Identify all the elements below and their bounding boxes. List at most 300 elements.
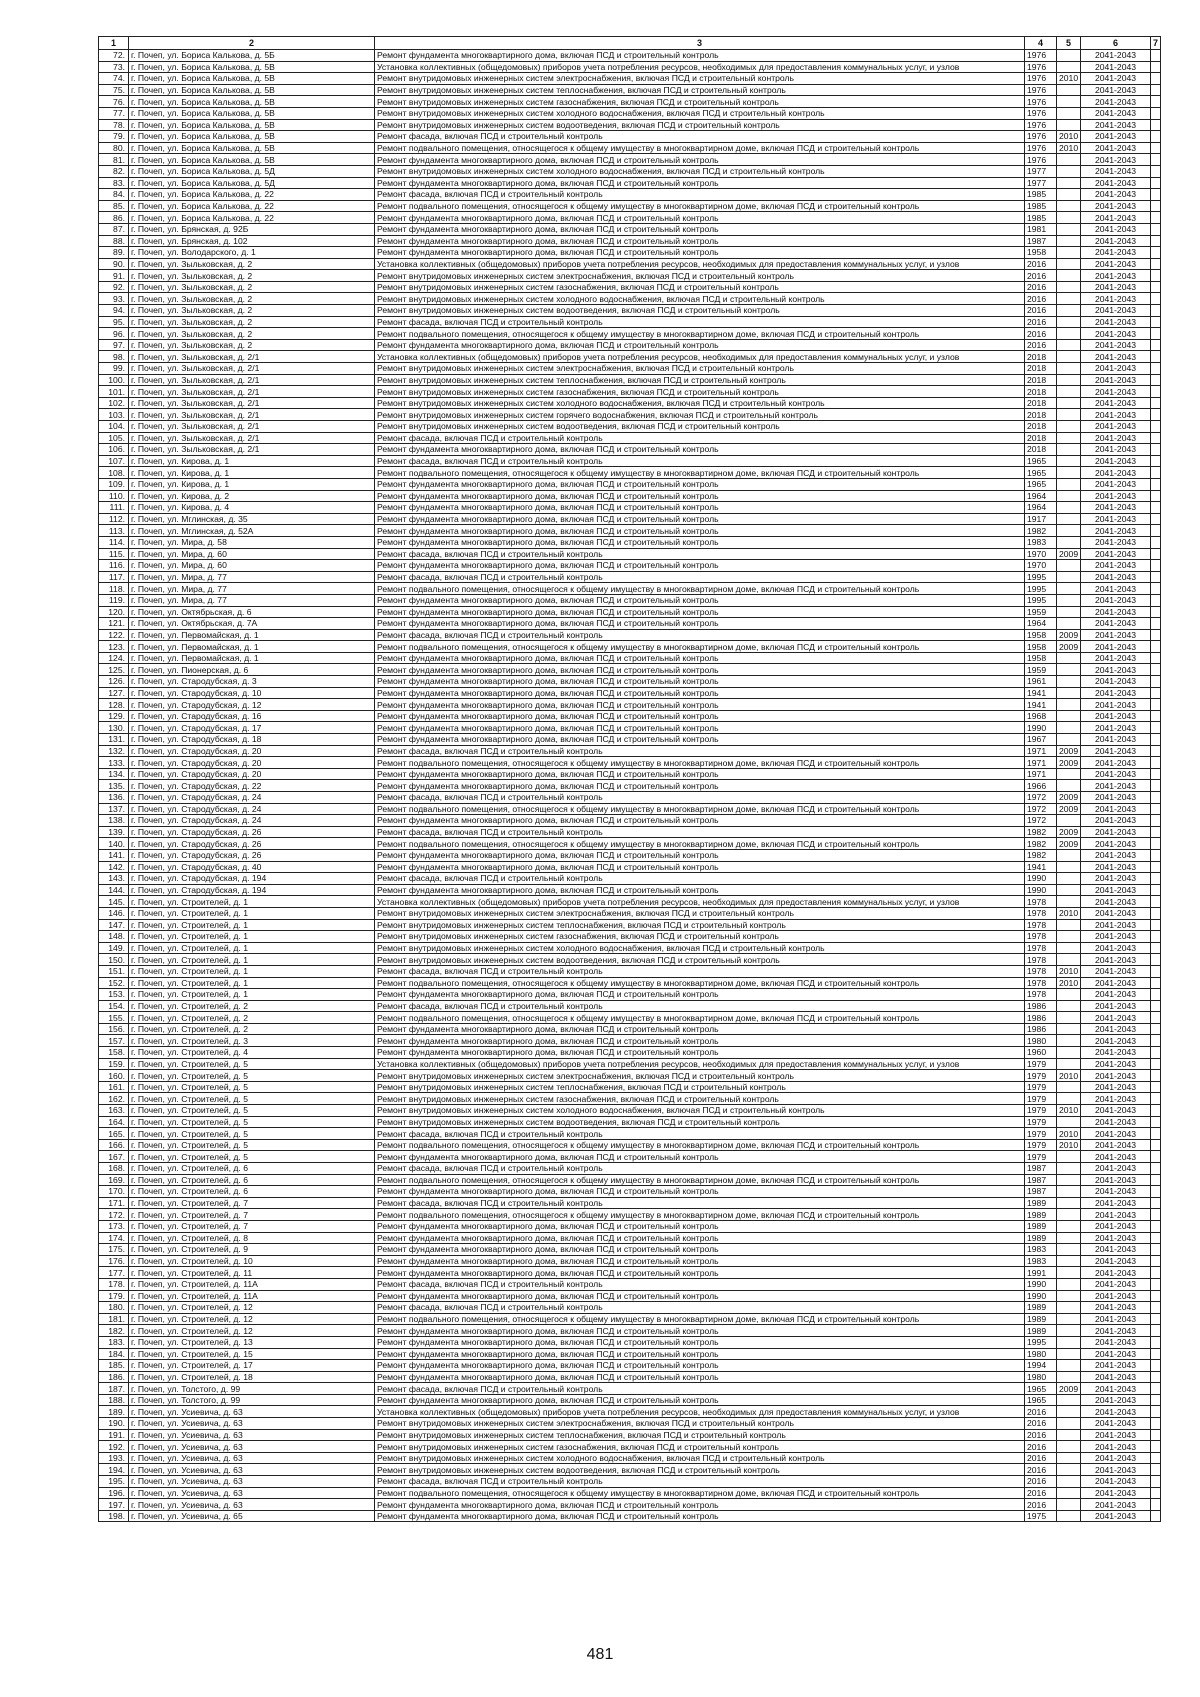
address-cell: г. Почеп, ул. Строителей, д. 18 — [129, 1371, 375, 1383]
address-cell: г. Почеп, ул. Стародубская, д. 3 — [129, 676, 375, 688]
last-repair-year-cell — [1057, 502, 1081, 514]
row-number-cell: 190. — [99, 1418, 129, 1430]
row-number-cell: 81. — [99, 154, 129, 166]
row-number-cell: 154. — [99, 1000, 129, 1012]
build-year-cell: 1975 — [1025, 1510, 1057, 1522]
work-type-cell: Ремонт внутридомовых инженерных систем водоотведения, включая ПСД и строительный контроль — [375, 954, 1025, 966]
table-row — [99, 1313, 1161, 1325]
address-cell: г. Почеп, ул. Первомайская, д. 1 — [129, 629, 375, 641]
address-cell: г. Почеп, ул. Мглинская, д. 35 — [129, 513, 375, 525]
address-cell: г. Почеп, ул. Стародубская, д. 17 — [129, 722, 375, 734]
last-repair-year-cell — [1057, 1464, 1081, 1476]
build-year-cell: 1980 — [1025, 1035, 1057, 1047]
build-year-cell: 1978 — [1025, 989, 1057, 1001]
address-cell: г. Почеп, ул. Строителей, д. 2 — [129, 1023, 375, 1035]
work-type-cell: Ремонт фасада, включая ПСД и строительный контроль — [375, 1128, 1025, 1140]
table-row — [99, 606, 1161, 618]
note-cell — [1151, 676, 1161, 688]
build-year-cell: 1970 — [1025, 548, 1057, 560]
work-type-cell: Ремонт внутридомовых инженерных систем газоснабжения, включая ПСД и строительный контроль — [375, 931, 1025, 943]
table-row — [99, 641, 1161, 653]
work-type-cell: Ремонт фасада, включая ПСД и строительный контроль — [375, 745, 1025, 757]
planned-period-cell: 2041-2043 — [1081, 107, 1151, 119]
address-cell: г. Почеп, ул. Первомайская, д. 1 — [129, 641, 375, 653]
table-row — [99, 1000, 1161, 1012]
last-repair-year-cell: 2009 — [1057, 641, 1081, 653]
address-cell: г. Почеп, ул. Бориса Калькова, д. 22 — [129, 189, 375, 201]
table-row — [99, 989, 1161, 1001]
address-cell: г. Почеп, ул. Стародубская, д. 26 — [129, 826, 375, 838]
note-cell — [1151, 884, 1161, 896]
work-type-cell: Ремонт фундамента многоквартирного дома, включая ПСД и строительный контроль — [375, 235, 1025, 247]
table-row — [99, 838, 1161, 850]
planned-period-cell: 2041-2043 — [1081, 73, 1151, 85]
work-type-cell: Ремонт фундамента многоквартирного дома, включая ПСД и строительный контроль — [375, 710, 1025, 722]
row-number-cell: 122. — [99, 629, 129, 641]
row-number-cell: 140. — [99, 838, 129, 850]
table-row — [99, 1406, 1161, 1418]
row-number-cell: 137. — [99, 803, 129, 815]
table-row — [99, 397, 1161, 409]
last-repair-year-cell — [1057, 1163, 1081, 1175]
planned-period-cell: 2041-2043 — [1081, 965, 1151, 977]
row-number-cell: 98. — [99, 351, 129, 363]
planned-period-cell: 2041-2043 — [1081, 1000, 1151, 1012]
row-number-cell: 192. — [99, 1441, 129, 1453]
table-row — [99, 1209, 1161, 1221]
note-cell — [1151, 629, 1161, 641]
last-repair-year-cell — [1057, 1278, 1081, 1290]
row-number-cell: 189. — [99, 1406, 129, 1418]
build-year-cell: 1982 — [1025, 849, 1057, 861]
row-number-cell: 92. — [99, 281, 129, 293]
row-number-cell: 124. — [99, 652, 129, 664]
note-cell — [1151, 165, 1161, 177]
last-repair-year-cell — [1057, 61, 1081, 73]
build-year-cell: 2016 — [1025, 305, 1057, 317]
last-repair-year-cell — [1057, 1290, 1081, 1302]
note-cell — [1151, 455, 1161, 467]
table-row — [99, 1510, 1161, 1522]
build-year-cell: 1976 — [1025, 73, 1057, 85]
row-number-cell: 141. — [99, 849, 129, 861]
note-cell — [1151, 931, 1161, 943]
planned-period-cell: 2041-2043 — [1081, 629, 1151, 641]
address-cell: г. Почеп, ул. Зыльковская, д. 2 — [129, 270, 375, 282]
build-year-cell: 1987 — [1025, 235, 1057, 247]
work-type-cell: Ремонт внутридомовых инженерных систем теплоснабжения, включая ПСД и строительный контроль — [375, 84, 1025, 96]
planned-period-cell: 2041-2043 — [1081, 1406, 1151, 1418]
address-cell: г. Почеп, ул. Володарского, д. 1 — [129, 247, 375, 259]
build-year-cell: 1976 — [1025, 50, 1057, 62]
note-cell — [1151, 1452, 1161, 1464]
planned-period-cell: 2041-2043 — [1081, 154, 1151, 166]
row-number-cell: 179. — [99, 1290, 129, 1302]
note-cell — [1151, 792, 1161, 804]
work-type-cell: Ремонт внутридомовых инженерных систем теплоснабжения, включая ПСД и строительный контроль — [375, 919, 1025, 931]
note-cell — [1151, 1197, 1161, 1209]
work-type-cell: Ремонт фундамента многоквартирного дома, включая ПСД и строительный контроль — [375, 699, 1025, 711]
row-number-cell: 130. — [99, 722, 129, 734]
last-repair-year-cell — [1057, 734, 1081, 746]
table-row — [99, 1429, 1161, 1441]
table-row — [99, 1093, 1161, 1105]
row-number-cell: 126. — [99, 676, 129, 688]
last-repair-year-cell — [1057, 884, 1081, 896]
note-cell — [1151, 502, 1161, 514]
address-cell: г. Почеп, ул. Кирова, д. 1 — [129, 467, 375, 479]
table-row — [99, 1336, 1161, 1348]
address-cell: г. Почеп, ул. Первомайская, д. 1 — [129, 652, 375, 664]
table-row — [99, 281, 1161, 293]
row-number-cell: 85. — [99, 200, 129, 212]
build-year-cell: 1978 — [1025, 965, 1057, 977]
build-year-cell: 1976 — [1025, 119, 1057, 131]
table-row — [99, 1371, 1161, 1383]
planned-period-cell: 2041-2043 — [1081, 165, 1151, 177]
last-repair-year-cell — [1057, 270, 1081, 282]
address-cell: г. Почеп, ул. Зыльковская, д. 2/1 — [129, 351, 375, 363]
planned-period-cell: 2041-2043 — [1081, 710, 1151, 722]
address-cell: г. Почеп, ул. Строителей, д. 5 — [129, 1093, 375, 1105]
work-type-cell: Ремонт фундамента многоквартирного дома, включая ПСД и строительный контроль — [375, 247, 1025, 259]
address-cell: г. Почеп, ул. Кирова, д. 1 — [129, 455, 375, 467]
build-year-cell: 2016 — [1025, 1406, 1057, 1418]
row-number-cell: 86. — [99, 212, 129, 224]
address-cell: г. Почеп, ул. Бориса Калькова, д. 22 — [129, 212, 375, 224]
planned-period-cell: 2041-2043 — [1081, 548, 1151, 560]
build-year-cell: 1994 — [1025, 1360, 1057, 1372]
work-type-cell: Ремонт внутридомовых инженерных систем газоснабжения, включая ПСД и строительный контроль — [375, 386, 1025, 398]
planned-period-cell: 2041-2043 — [1081, 977, 1151, 989]
note-cell — [1151, 664, 1161, 676]
table-row — [99, 1012, 1161, 1024]
work-type-cell: Ремонт фундамента многоквартирного дома, включая ПСД и строительный контроль — [375, 1232, 1025, 1244]
planned-period-cell: 2041-2043 — [1081, 1174, 1151, 1186]
note-cell — [1151, 84, 1161, 96]
work-type-cell: Ремонт фасада, включая ПСД и строительный контроль — [375, 965, 1025, 977]
last-repair-year-cell: 2010 — [1057, 142, 1081, 154]
table-row — [99, 84, 1161, 96]
build-year-cell: 1959 — [1025, 664, 1057, 676]
build-year-cell: 1979 — [1025, 1151, 1057, 1163]
planned-period-cell: 2041-2043 — [1081, 1209, 1151, 1221]
address-cell: г. Почеп, ул. Строителей, д. 5 — [129, 1081, 375, 1093]
planned-period-cell: 2041-2043 — [1081, 223, 1151, 235]
table-row — [99, 223, 1161, 235]
last-repair-year-cell: 2009 — [1057, 1383, 1081, 1395]
note-cell — [1151, 305, 1161, 317]
table-row — [99, 1348, 1161, 1360]
note-cell — [1151, 1429, 1161, 1441]
last-repair-year-cell — [1057, 525, 1081, 537]
last-repair-year-cell: 2010 — [1057, 1128, 1081, 1140]
row-number-cell: 96. — [99, 328, 129, 340]
last-repair-year-cell — [1057, 618, 1081, 630]
table-row — [99, 1139, 1161, 1151]
table-row — [99, 1128, 1161, 1140]
work-type-cell: Ремонт фундамента многоквартирного дома, включая ПСД и строительный контроль — [375, 687, 1025, 699]
address-cell: г. Почеп, ул. Строителей, д. 6 — [129, 1163, 375, 1175]
row-number-cell: 84. — [99, 189, 129, 201]
row-number-cell: 191. — [99, 1429, 129, 1441]
table-row — [99, 792, 1161, 804]
address-cell: г. Почеп, ул. Строителей, д. 1 — [129, 942, 375, 954]
build-year-cell: 1983 — [1025, 1244, 1057, 1256]
planned-period-cell: 2041-2043 — [1081, 119, 1151, 131]
table-row — [99, 374, 1161, 386]
work-type-cell: Ремонт внутридомовых инженерных систем холодного водоснабжения, включая ПСД и строительный контроль — [375, 1452, 1025, 1464]
last-repair-year-cell — [1057, 1197, 1081, 1209]
planned-period-cell: 2041-2043 — [1081, 293, 1151, 305]
note-cell — [1151, 421, 1161, 433]
work-type-cell: Ремонт внутридомовых инженерных систем холодного водоснабжения, включая ПСД и строительный контроль — [375, 1105, 1025, 1117]
note-cell — [1151, 525, 1161, 537]
address-cell: г. Почеп, ул. Строителей, д. 2 — [129, 1000, 375, 1012]
build-year-cell: 1979 — [1025, 1093, 1057, 1105]
column-header: 5 — [1057, 37, 1081, 50]
note-cell — [1151, 247, 1161, 259]
row-number-cell: 177. — [99, 1267, 129, 1279]
row-number-cell: 185. — [99, 1360, 129, 1372]
row-number-cell: 194. — [99, 1464, 129, 1476]
last-repair-year-cell: 2009 — [1057, 826, 1081, 838]
planned-period-cell: 2041-2043 — [1081, 652, 1151, 664]
build-year-cell: 1976 — [1025, 61, 1057, 73]
address-cell: г. Почеп, ул. Мира, д. 60 — [129, 560, 375, 572]
work-type-cell: Ремонт фундамента многоквартирного дома, включая ПСД и строительный контроль — [375, 339, 1025, 351]
note-cell — [1151, 1209, 1161, 1221]
row-number-cell: 105. — [99, 432, 129, 444]
row-number-cell: 163. — [99, 1105, 129, 1117]
table-row — [99, 1047, 1161, 1059]
note-cell — [1151, 1360, 1161, 1372]
table-row — [99, 478, 1161, 490]
note-cell — [1151, 61, 1161, 73]
address-cell: г. Почеп, ул. Строителей, д. 5 — [129, 1058, 375, 1070]
row-number-cell: 152. — [99, 977, 129, 989]
planned-period-cell: 2041-2043 — [1081, 942, 1151, 954]
build-year-cell: 1983 — [1025, 536, 1057, 548]
build-year-cell: 1989 — [1025, 1232, 1057, 1244]
address-cell: г. Почеп, ул. Усиевича, д. 63 — [129, 1452, 375, 1464]
build-year-cell: 2016 — [1025, 1429, 1057, 1441]
address-cell: г. Почеп, ул. Строителей, д. 12 — [129, 1325, 375, 1337]
last-repair-year-cell — [1057, 1476, 1081, 1488]
work-type-cell: Ремонт внутридомовых инженерных систем холодного водоснабжения, включая ПСД и строительный контроль — [375, 942, 1025, 954]
work-type-cell: Ремонт подвального помещения, относящегося к общему имуществу в многоквартирном доме, включая ПСД и строительный контроль — [375, 1174, 1025, 1186]
note-cell — [1151, 1012, 1161, 1024]
note-cell — [1151, 1244, 1161, 1256]
build-year-cell: 2016 — [1025, 1418, 1057, 1430]
build-year-cell: 1987 — [1025, 1186, 1057, 1198]
planned-period-cell: 2041-2043 — [1081, 1267, 1151, 1279]
row-number-cell: 182. — [99, 1325, 129, 1337]
planned-period-cell: 2041-2043 — [1081, 502, 1151, 514]
row-number-cell: 155. — [99, 1012, 129, 1024]
build-year-cell: 1979 — [1025, 1128, 1057, 1140]
address-cell: г. Почеп, ул. Строителей, д. 7 — [129, 1220, 375, 1232]
row-number-cell: 168. — [99, 1163, 129, 1175]
work-type-cell: Ремонт подвального помещения, относящегося к общему имуществу в многоквартирном доме, включая ПСД и строительный контроль — [375, 583, 1025, 595]
work-type-cell: Ремонт фасада, включая ПСД и строительный контроль — [375, 455, 1025, 467]
build-year-cell: 1986 — [1025, 1012, 1057, 1024]
table-row — [99, 1267, 1161, 1279]
build-year-cell: 1961 — [1025, 676, 1057, 688]
note-cell — [1151, 734, 1161, 746]
address-cell: г. Почеп, ул. Мира, д. 77 — [129, 583, 375, 595]
note-cell — [1151, 989, 1161, 1001]
row-number-cell: 115. — [99, 548, 129, 560]
last-repair-year-cell — [1057, 687, 1081, 699]
last-repair-year-cell — [1057, 1441, 1081, 1453]
note-cell — [1151, 652, 1161, 664]
row-number-cell: 90. — [99, 258, 129, 270]
table-row — [99, 409, 1161, 421]
note-cell — [1151, 467, 1161, 479]
row-number-cell: 188. — [99, 1394, 129, 1406]
work-type-cell: Установка коллективных (общедомовых) приборов учета потребления ресурсов, необходимых для предоставления коммунальных услуг, и узлов — [375, 258, 1025, 270]
work-type-cell: Ремонт фундамента многоквартирного дома, включая ПСД и строительный контроль — [375, 1336, 1025, 1348]
planned-period-cell: 2041-2043 — [1081, 1058, 1151, 1070]
work-type-cell: Ремонт фундамента многоквартирного дома, включая ПСД и строительный контроль — [375, 536, 1025, 548]
note-cell — [1151, 873, 1161, 885]
address-cell: г. Почеп, ул. Усиевича, д. 63 — [129, 1418, 375, 1430]
planned-period-cell: 2041-2043 — [1081, 1035, 1151, 1047]
planned-period-cell: 2041-2043 — [1081, 490, 1151, 502]
address-cell: г. Почеп, ул. Усиевича, д. 63 — [129, 1429, 375, 1441]
build-year-cell: 1976 — [1025, 107, 1057, 119]
work-type-cell: Ремонт внутридомовых инженерных систем теплоснабжения, включая ПСД и строительный контроль — [375, 1429, 1025, 1441]
work-type-cell: Ремонт подвального помещения, относящегося к общему имуществу в многоквартирном доме, включая ПСД и строительный контроль — [375, 1139, 1025, 1151]
build-year-cell: 1982 — [1025, 826, 1057, 838]
build-year-cell: 1990 — [1025, 1290, 1057, 1302]
table-row — [99, 1186, 1161, 1198]
build-year-cell: 1985 — [1025, 200, 1057, 212]
table-row — [99, 467, 1161, 479]
note-cell — [1151, 235, 1161, 247]
note-cell — [1151, 154, 1161, 166]
build-year-cell: 1987 — [1025, 1163, 1057, 1175]
last-repair-year-cell — [1057, 339, 1081, 351]
build-year-cell: 2016 — [1025, 1452, 1057, 1464]
planned-period-cell: 2041-2043 — [1081, 363, 1151, 375]
address-cell: г. Почеп, ул. Зыльковская, д. 2 — [129, 293, 375, 305]
work-type-cell: Ремонт внутридомовых инженерных систем водоотведения, включая ПСД и строительный контроль — [375, 119, 1025, 131]
address-cell: г. Почеп, ул. Толстого, д. 99 — [129, 1383, 375, 1395]
work-type-cell: Установка коллективных (общедомовых) приборов учета потребления ресурсов, необходимых для предоставления коммунальных услуг, и узлов — [375, 1406, 1025, 1418]
work-type-cell: Ремонт фундамента многоквартирного дома, включая ПСД и строительный контроль — [375, 722, 1025, 734]
work-type-cell: Ремонт фасада, включая ПСД и строительный контроль — [375, 1476, 1025, 1488]
work-type-cell: Ремонт подвального помещения, относящегося к общему имуществу в многоквартирном доме, включая ПСД и строительный контроль — [375, 977, 1025, 989]
last-repair-year-cell — [1057, 165, 1081, 177]
planned-period-cell: 2041-2043 — [1081, 131, 1151, 143]
table-row — [99, 1116, 1161, 1128]
address-cell: г. Почеп, ул. Бориса Калькова, д. 5Д — [129, 177, 375, 189]
planned-period-cell: 2041-2043 — [1081, 1510, 1151, 1522]
table-row — [99, 444, 1161, 456]
last-repair-year-cell: 2010 — [1057, 73, 1081, 85]
last-repair-year-cell: 2009 — [1057, 792, 1081, 804]
planned-period-cell: 2041-2043 — [1081, 467, 1151, 479]
row-number-cell: 91. — [99, 270, 129, 282]
table-row — [99, 316, 1161, 328]
table-row — [99, 61, 1161, 73]
build-year-cell: 1979 — [1025, 1139, 1057, 1151]
note-cell — [1151, 1000, 1161, 1012]
address-cell: г. Почеп, ул. Бориса Калькова, д. 5Б — [129, 50, 375, 62]
row-number-cell: 183. — [99, 1336, 129, 1348]
last-repair-year-cell — [1057, 664, 1081, 676]
work-type-cell: Ремонт фундамента многоквартирного дома, включая ПСД и строительный контроль — [375, 490, 1025, 502]
planned-period-cell: 2041-2043 — [1081, 1499, 1151, 1511]
note-cell — [1151, 1383, 1161, 1395]
planned-period-cell: 2041-2043 — [1081, 803, 1151, 815]
note-cell — [1151, 73, 1161, 85]
work-type-cell: Ремонт фундамента многоквартирного дома, включая ПСД и строительный контроль — [375, 676, 1025, 688]
note-cell — [1151, 177, 1161, 189]
last-repair-year-cell — [1057, 96, 1081, 108]
last-repair-year-cell — [1057, 444, 1081, 456]
address-cell: г. Почеп, ул. Зыльковская, д. 2/1 — [129, 409, 375, 421]
address-cell: г. Почеп, ул. Зыльковская, д. 2 — [129, 328, 375, 340]
build-year-cell: 1977 — [1025, 177, 1057, 189]
planned-period-cell: 2041-2043 — [1081, 571, 1151, 583]
build-year-cell: 1965 — [1025, 1383, 1057, 1395]
note-cell — [1151, 1418, 1161, 1430]
address-cell: г. Почеп, ул. Стародубская, д. 18 — [129, 734, 375, 746]
build-year-cell: 1976 — [1025, 154, 1057, 166]
build-year-cell: 1982 — [1025, 838, 1057, 850]
row-number-cell: 160. — [99, 1070, 129, 1082]
planned-period-cell: 2041-2043 — [1081, 884, 1151, 896]
work-type-cell: Ремонт фундамента многоквартирного дома, включая ПСД и строительный контроль — [375, 478, 1025, 490]
row-number-cell: 113. — [99, 525, 129, 537]
planned-period-cell: 2041-2043 — [1081, 212, 1151, 224]
work-type-cell: Ремонт фундамента многоквартирного дома, включая ПСД и строительный контроль — [375, 1035, 1025, 1047]
note-cell — [1151, 1510, 1161, 1522]
row-number-cell: 136. — [99, 792, 129, 804]
build-year-cell: 2016 — [1025, 1499, 1057, 1511]
table-row — [99, 977, 1161, 989]
work-type-cell: Ремонт фасада, включая ПСД и строительный контроль — [375, 792, 1025, 804]
last-repair-year-cell — [1057, 1035, 1081, 1047]
row-number-cell: 149. — [99, 942, 129, 954]
note-cell — [1151, 212, 1161, 224]
build-year-cell: 1958 — [1025, 629, 1057, 641]
address-cell: г. Почеп, ул. Зыльковская, д. 2/1 — [129, 386, 375, 398]
planned-period-cell: 2041-2043 — [1081, 641, 1151, 653]
address-cell: г. Почеп, ул. Стародубская, д. 26 — [129, 838, 375, 850]
build-year-cell: 1989 — [1025, 1313, 1057, 1325]
row-number-cell: 72. — [99, 50, 129, 62]
address-cell: г. Почеп, ул. Октябрьская, д. 6 — [129, 606, 375, 618]
table-row — [99, 490, 1161, 502]
row-number-cell: 193. — [99, 1452, 129, 1464]
row-number-cell: 167. — [99, 1151, 129, 1163]
note-cell — [1151, 1151, 1161, 1163]
last-repair-year-cell — [1057, 849, 1081, 861]
note-cell — [1151, 907, 1161, 919]
note-cell — [1151, 351, 1161, 363]
last-repair-year-cell — [1057, 409, 1081, 421]
note-cell — [1151, 1267, 1161, 1279]
planned-period-cell: 2041-2043 — [1081, 1163, 1151, 1175]
row-number-cell: 94. — [99, 305, 129, 317]
row-number-cell: 116. — [99, 560, 129, 572]
last-repair-year-cell — [1057, 154, 1081, 166]
planned-period-cell: 2041-2043 — [1081, 1452, 1151, 1464]
